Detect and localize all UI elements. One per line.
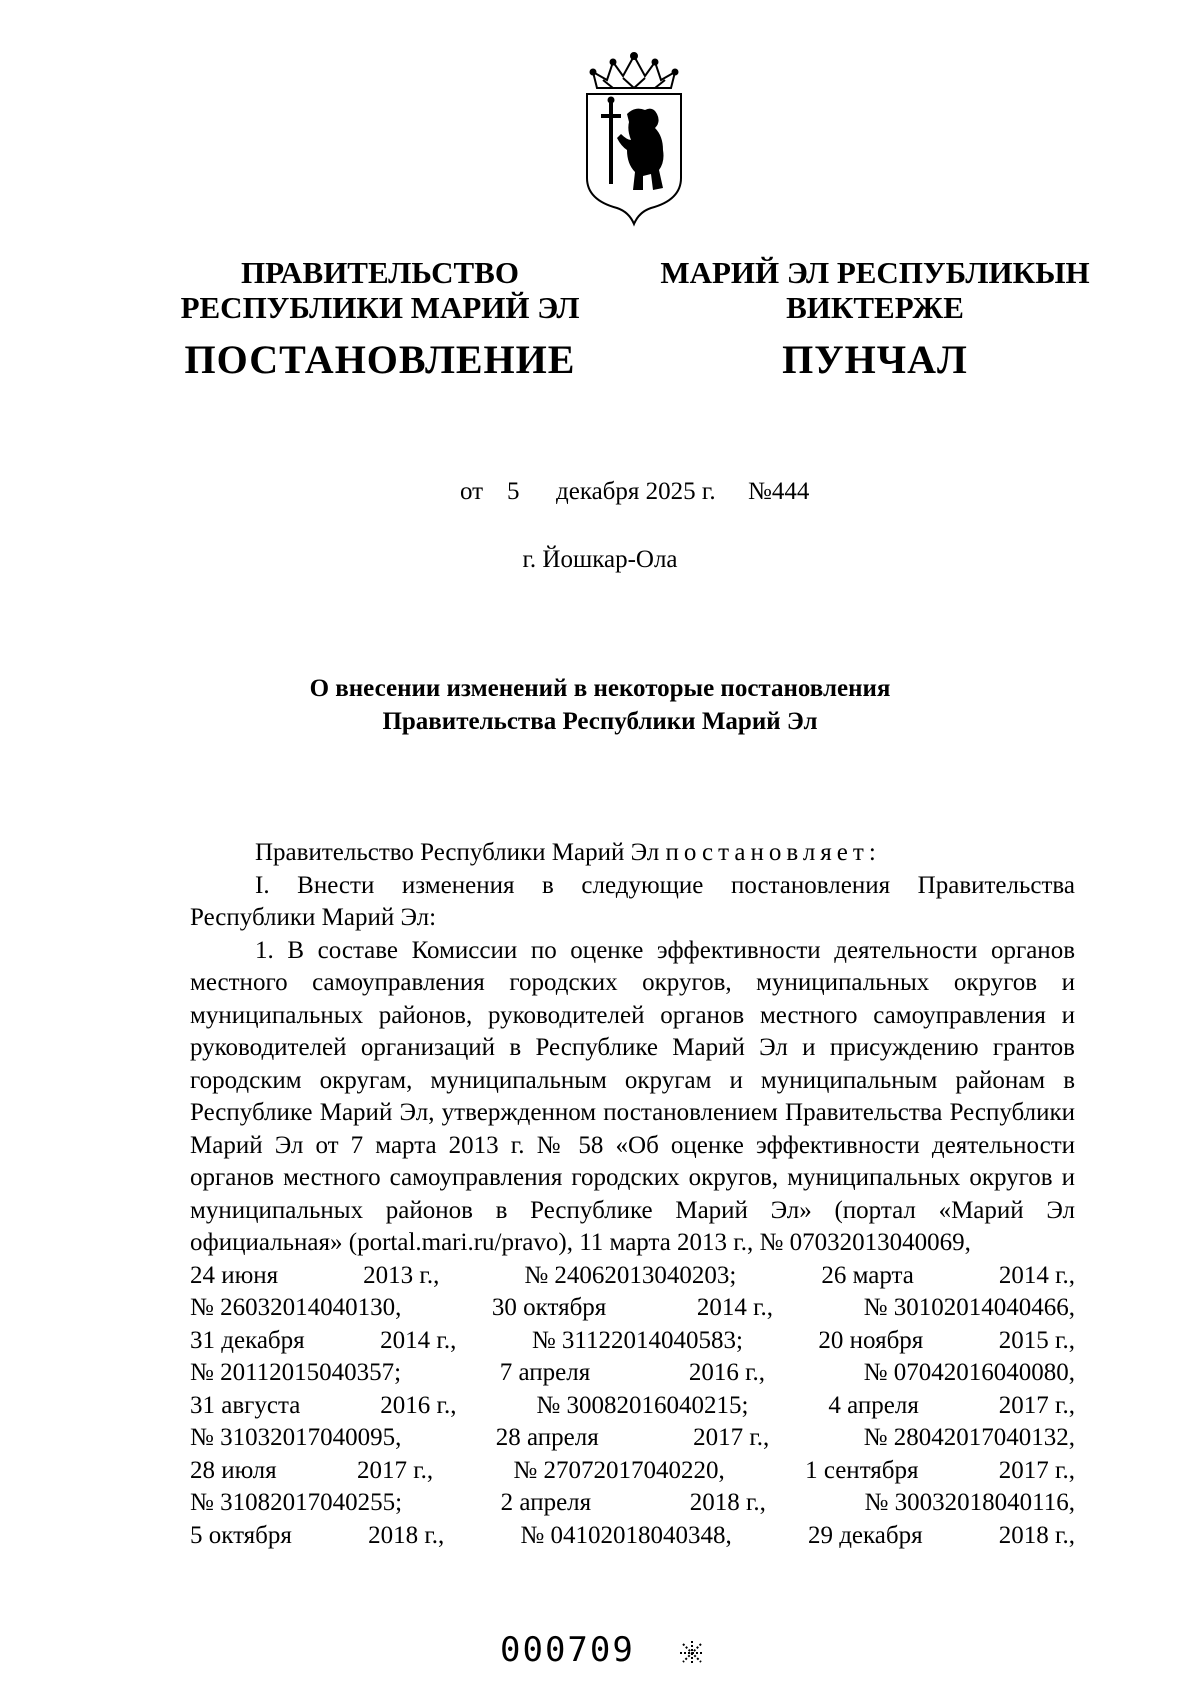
city-name: г. Йошкар-Ола [522, 546, 678, 573]
reference-cell: № 28042017040132, [863, 1424, 1075, 1451]
item-1-paragraph: 1. В составе Комиссии по оценке эффективности деятельности органов местного самоуправления городских округов, муниципальных округов и муниципальных районов, руководителей органов местного самоуправления и руководителей организаций в Республике Марий Эл и присуждению грантов городским округам, муниципальным округам и муниципальным районам в Республике Марий Эл, утвержденном постановлением Правительства Республики Марий Эл от 7 марта 2013 г. № 58 «Об оценке эффективности деятельности органов местного самоуправления городских округов, муниципальных округов и муниципальных районов в Республике Марий Эл» (портал «Марий Эл официальная» (portal.mari.ru/pravo), 11 марта 2013 г., № 07032013040069, [190, 936, 1075, 1256]
reference-cell: 2014 г., [998, 1261, 1075, 1289]
reference-cell: 2014 г., [696, 1294, 774, 1321]
reference-cell: № 27072017040220, [513, 1456, 725, 1484]
reference-cell: № 30102014040466, [863, 1294, 1075, 1321]
reference-cell: 2013 г., [363, 1261, 440, 1289]
reference-cell: № 24062013040203; [524, 1261, 737, 1289]
reference-cell: 2018 г., [998, 1521, 1075, 1549]
reference-cell: № 31082017040255; [190, 1489, 403, 1516]
header-ru-line1: ПРАВИТЕЛЬСТВО [241, 255, 519, 290]
reference-cell: 2 апреля [500, 1489, 592, 1516]
reference-row [190, 1422, 1075, 1455]
reference-row [190, 1455, 1075, 1488]
reference-cell: 2016 г., [688, 1359, 765, 1386]
reference-cell: 2014 г., [380, 1326, 457, 1354]
reference-row [190, 1325, 1075, 1358]
reference-row [190, 1292, 1075, 1325]
reference-row [190, 1357, 1075, 1390]
date-prefix: от [460, 478, 484, 505]
reference-cell: № 07042016040080, [863, 1359, 1075, 1386]
reference-cell: 26 марта [821, 1261, 914, 1289]
intro-decree-word: постановляет: [665, 839, 881, 866]
reference-cell: 7 апреля [499, 1359, 591, 1386]
reference-cell: № 20112015040357; [190, 1359, 402, 1386]
reference-cell: 5 октября [190, 1521, 292, 1549]
coat-of-arms-emblem [583, 50, 685, 228]
reference-row [190, 1390, 1075, 1423]
document-title [200, 672, 1000, 738]
item-I-paragraph: I. Внести изменения в следующие постановления Правительства Республики Марий Эл: [190, 871, 1075, 931]
reference-cell: № 04102018040348, [520, 1521, 732, 1549]
doc-type-mari: ПУНЧАЛ [782, 337, 968, 382]
document-number: №444 [748, 478, 810, 505]
reference-cell: 29 декабря [807, 1521, 923, 1549]
header-mari-line2: ВИКТЕРЖЕ [786, 290, 964, 325]
footer-serial-number: 000709 [500, 1630, 635, 1670]
doc-type-ru: ПОСТАНОВЛЕНИЕ [184, 337, 576, 382]
date-month-year: декабря 2025 г. [556, 478, 716, 505]
reference-cell: 31 декабря [190, 1326, 305, 1354]
reference-cell: 24 июня [190, 1261, 279, 1289]
reference-row [190, 1520, 1075, 1553]
reference-cell: 2018 г., [368, 1521, 445, 1549]
reference-cell: 2017 г., [693, 1424, 770, 1451]
reference-cell: № 30032018040116, [864, 1489, 1075, 1516]
reference-cell: 2016 г., [380, 1391, 457, 1419]
reference-cell: 28 июля [190, 1456, 277, 1484]
reference-cell: 4 апреля [828, 1391, 919, 1419]
header-mari-line1: МАРИЙ ЭЛ РЕСПУБЛИКЫН [660, 255, 1090, 290]
reference-cell: 30 октября [491, 1294, 607, 1321]
reference-cell: 2017 г., [356, 1456, 434, 1484]
title-line2: Правительства Республики Марий Эл [382, 708, 818, 735]
title-line1: О внесении изменений в некоторые постановления [309, 675, 891, 702]
intro-text: Правительство Республики Марий Эл [255, 839, 666, 866]
reference-cell: 2017 г., [998, 1456, 1075, 1484]
reference-list [190, 1260, 1075, 1553]
reference-cell: 1 сентября [805, 1456, 919, 1484]
reference-cell: № 31032017040095, [190, 1424, 402, 1451]
header-ru-line2: РЕСПУБЛИКИ МАРИЙ ЭЛ [180, 290, 580, 325]
document-body [190, 837, 1075, 1552]
reference-cell: 28 апреля [495, 1424, 599, 1451]
asterisk-mark-icon [679, 1640, 705, 1666]
header-mari [655, 255, 1095, 383]
reference-cell: 31 августа [190, 1391, 301, 1419]
header-russian [170, 255, 590, 383]
reference-cell: 2017 г., [998, 1391, 1075, 1419]
reference-cell: № 30082016040215; [536, 1391, 749, 1419]
date-day: 5 [507, 478, 520, 505]
reference-cell: 2018 г., [689, 1489, 766, 1516]
reference-row [190, 1260, 1075, 1293]
reference-cell: № 31122014040583; [531, 1326, 743, 1354]
reference-cell: 20 ноября [818, 1326, 924, 1354]
reference-cell: 2015 г., [998, 1326, 1075, 1354]
reference-row [190, 1487, 1075, 1520]
intro-paragraph [190, 837, 1075, 870]
reference-cell: № 26032014040130, [190, 1294, 402, 1321]
